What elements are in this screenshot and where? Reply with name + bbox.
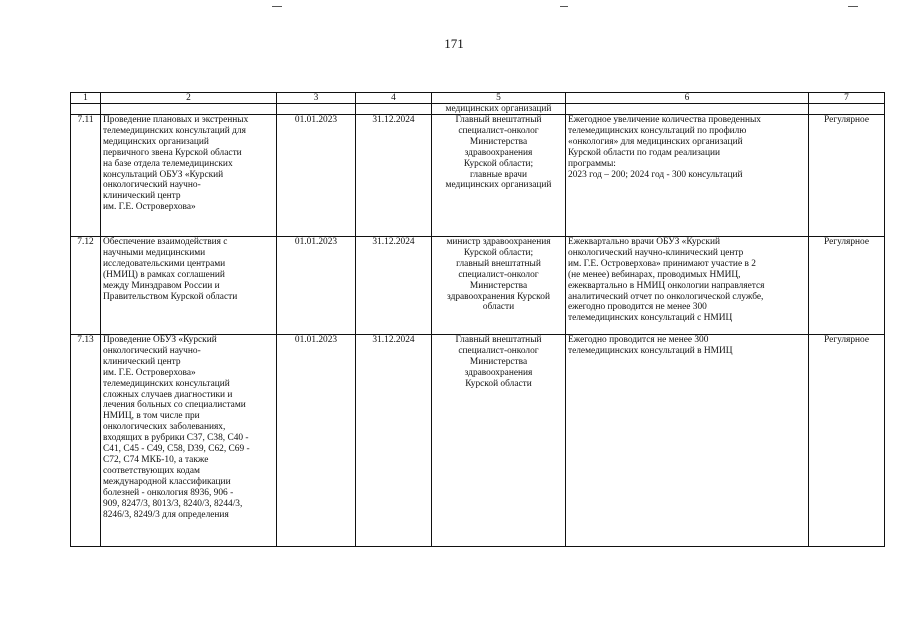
scan-artifact (848, 6, 858, 7)
cell-line: Курской области по годам реализации (568, 147, 720, 158)
end-date: 31.12.2024 (356, 237, 432, 335)
cell-line: «онкология» для медицинских организаций (568, 136, 743, 147)
activity-name (101, 115, 277, 237)
expected-result (566, 237, 809, 335)
responsible (432, 115, 566, 237)
start-date: 01.01.2023 (277, 335, 356, 547)
plan-table (70, 92, 885, 547)
cell-line: Обеспечение взаимодействия с (103, 237, 228, 247)
cell-line: 8246/3, 8249/3 для определения (103, 509, 229, 520)
cell-line: соответствующих кодам (103, 465, 200, 476)
cell-line: ежегодно проводится не менее 300 (568, 302, 707, 313)
cell-line: здравоохранения (464, 367, 533, 378)
continuation-row (71, 104, 885, 115)
cell-line: Проведение ОБУЗ «Курский (103, 335, 217, 345)
cell-line: им. Г.Е. Островерхова» принимают участие в 2 (568, 258, 756, 269)
cell-line: медицинских организаций (445, 180, 552, 191)
continuation-text: медицинских организаций (432, 104, 566, 115)
cell-line: телемедицинских консультаций в НМИЦ (568, 345, 733, 356)
cell-line: научными медицинскими (103, 247, 206, 258)
periodicity: Регулярное (809, 237, 885, 335)
cell-line: здравоохранения (464, 147, 533, 158)
page-number: 171 (444, 36, 464, 51)
cell-line: Правительством Курской области (103, 291, 238, 302)
cell-line: исследовательскими центрами (103, 258, 226, 269)
responsible (432, 335, 566, 547)
header-cell: 5 (432, 93, 566, 104)
scan-artifact (272, 6, 282, 7)
cell-line: им. Г.Е. Островерхова» (103, 202, 196, 213)
cell-line: Ежегодно проводится не менее 300 (568, 335, 709, 345)
start-date: 01.01.2023 (277, 115, 356, 237)
cell-line: 909, 8247/3, 8013/3, 8240/3, 8244/3, (103, 498, 243, 509)
cell-line: им. Г.Е. Островерхова» (103, 367, 196, 378)
cell-line: здравоохранения Курской (447, 291, 550, 302)
cell-line: 2023 год – 200; 2024 год - 300 консультаций (568, 169, 743, 180)
cell-line: (не менее) вебинарах, проводимых НМИЦ, (568, 269, 741, 280)
cell-line: телемедицинских консультаций с НМИЦ (568, 313, 733, 324)
cell-line: НМИЦ, в том числе при (103, 411, 200, 422)
cell-line: главный внештатный (456, 258, 541, 269)
start-date: 01.01.2023 (277, 237, 356, 335)
cell-line: консультаций ОБУЗ «Курский (103, 169, 224, 180)
header-cell: 3 (277, 93, 356, 104)
cell-line: С72, С74 МКБ-10, а также (103, 454, 209, 465)
cell-line: Курской области (465, 378, 532, 389)
cell-line: первичного звена Курской области (103, 147, 242, 158)
cell-line: между Минздравом России и (103, 280, 220, 291)
item-number: 7.13 (71, 335, 101, 547)
cell-line: онкологический научно-клинический центр (568, 247, 744, 258)
cell-line: онкологических заболеваниях, (103, 422, 226, 433)
cell-line: Главный внештатный (455, 115, 542, 125)
cell-line: Ежегодное увеличение количества проведенных (568, 115, 761, 125)
header-cell: 4 (356, 93, 432, 104)
cell-line: Курской области; (463, 247, 534, 258)
cell-line: С41, С45 - С49, С58, D39, С62, С69 - (103, 444, 250, 455)
activity-name (101, 335, 277, 547)
cell-line: Министерства (469, 136, 528, 147)
cell-line: болезней - онкология 8936, 906 - (103, 487, 234, 498)
cell-line: Министерства (469, 280, 528, 291)
scan-artifact (560, 6, 568, 7)
cell-line: Министерства (469, 356, 528, 367)
cell-line: программы: (568, 158, 616, 169)
cell-line: министр здравоохранения (446, 237, 551, 247)
cell-line: области (482, 302, 515, 313)
end-date: 31.12.2024 (356, 335, 432, 547)
expected-result (566, 115, 809, 237)
table-row (71, 237, 885, 335)
cell-line: онкологический научно- (103, 345, 201, 356)
periodicity: Регулярное (809, 335, 885, 547)
header-cell: 1 (71, 93, 101, 104)
item-number: 7.11 (71, 115, 101, 237)
cell-line: клинический центр (103, 191, 181, 202)
cell-line: телемедицинских консультаций (103, 378, 230, 389)
cell-line: онкологический научно- (103, 180, 201, 191)
periodicity: Регулярное (809, 115, 885, 237)
header-cell: 6 (566, 93, 809, 104)
cell-line: Ежеквартально врачи ОБУЗ «Курский (568, 237, 720, 247)
header-row (71, 93, 885, 104)
cell-line: ежеквартально в НМИЦ онкологии направляется (568, 280, 765, 291)
item-number: 7.12 (71, 237, 101, 335)
table-row (71, 115, 885, 237)
activity-name (101, 237, 277, 335)
cell-line: специалист-онколог (458, 345, 539, 356)
responsible (432, 237, 566, 335)
cell-line: медицинских организаций (103, 136, 209, 147)
cell-line: международной классификации (103, 476, 231, 487)
cell-line: Главный внештатный (455, 335, 542, 345)
cell-line: лечения больных со специалистами (103, 400, 246, 411)
cell-line: телемедицинских консультаций для (103, 125, 246, 136)
cell-line: на базе отдела телемедицинских (103, 158, 233, 169)
cell-line: сложных случаев диагностики и (103, 389, 233, 400)
cell-line: аналитический отчет по онкологической службе, (568, 291, 764, 302)
expected-result (566, 335, 809, 547)
cell-line: клинический центр (103, 356, 181, 367)
cell-line: специалист-онколог (458, 125, 539, 136)
cell-line: специалист-онколог (458, 269, 539, 280)
cell-line: входящих в рубрики С37, С38, С40 - (103, 433, 249, 444)
cell-line: Курской области; (463, 158, 534, 169)
end-date: 31.12.2024 (356, 115, 432, 237)
cell-line: (НМИЦ) в рамках соглашений (103, 269, 225, 280)
header-cell: 7 (809, 93, 885, 104)
cell-line: телемедицинских консультаций по профилю (568, 125, 747, 136)
cell-line: главные врачи (469, 169, 528, 180)
cell-line: Проведение плановых и экстренных (103, 115, 249, 125)
header-cell: 2 (101, 93, 277, 104)
table-row (71, 335, 885, 547)
